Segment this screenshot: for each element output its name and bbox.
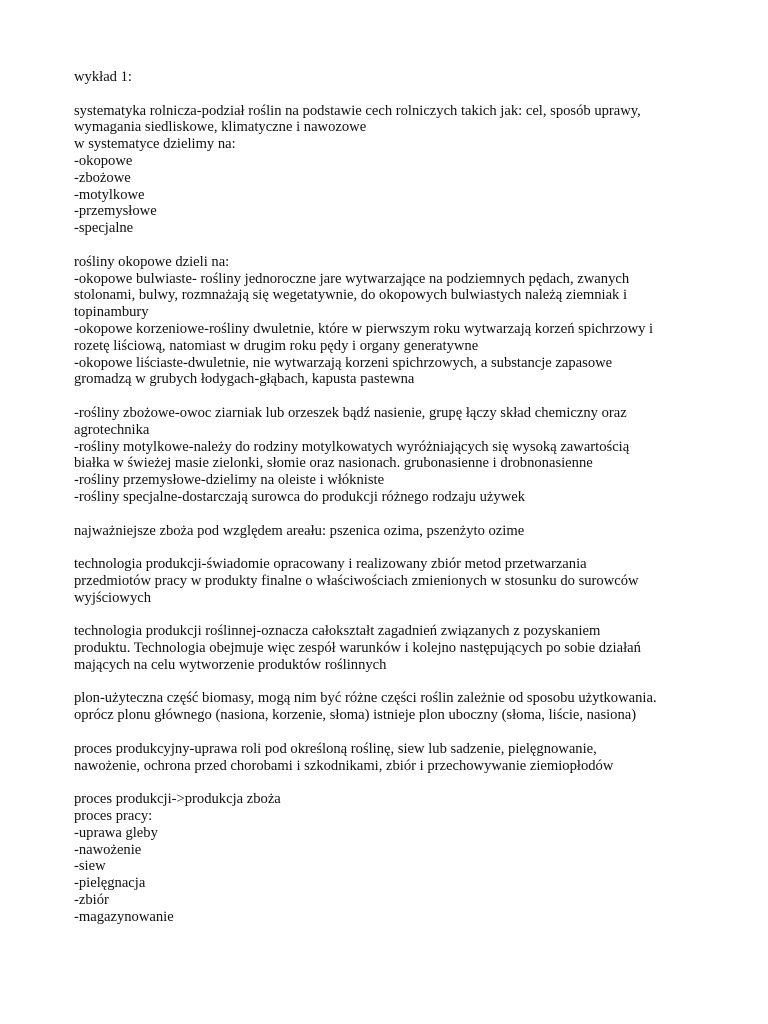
text-line: technologia produkcji-świadomie opracowany i realizowany zbiór metod przetwarzania xyxy=(74,556,587,573)
text-line: produktu. Technologia obejmuje więc zespół warunków i kolejno następujących po sobie działań xyxy=(74,640,641,657)
text-line: -siew xyxy=(74,858,106,875)
text-line: proces produkcji->produkcja zboża xyxy=(74,791,281,808)
text-line: -rośliny motylkowe-należy do rodziny motylkowatych wyróżniających się wysoką zawartością xyxy=(74,438,630,455)
text-line: wykład 1: xyxy=(74,69,132,85)
paragraph xyxy=(74,69,714,86)
text-line: białka w świeżej masie zielonki, słomie oraz nasionach. grubonasienne i drobnonasienne xyxy=(74,455,593,472)
text-line: wymagania siedliskowe, klimatyczne i nawozowe xyxy=(74,119,367,136)
text-line: mających na celu wytworzenie produktów roślinnych xyxy=(74,656,387,673)
text-line: gromadzą w grubych łodygach-głąbach, kapusta pastewna xyxy=(74,371,415,388)
text-line: -zbożowe xyxy=(74,169,131,186)
text-line: oprócz plonu głównego (nasiona, korzenie, słoma) istnieje plon uboczny (słoma, liście, nasiona) xyxy=(74,707,637,724)
text-line: systematyka rolnicza-podział roślin na podstawie cech rolniczych takich jak: cel, sposób uprawy, xyxy=(74,102,641,119)
text-line: -uprawa gleby xyxy=(74,824,158,841)
text-line: rozetę liściową, natomiast w drugim roku pędy i organy generatywne xyxy=(74,337,479,354)
text-line: plon-użyteczna część biomasy, mogą nim być różne części roślin zależnie od sposobu użytkowania. xyxy=(74,690,657,707)
text-line: -przemysłowe xyxy=(74,203,157,220)
text-line: -okopowe korzeniowe-rośliny dwuletnie, które w pierwszym roku wytwarzają korzeń spichrzowy i xyxy=(74,320,654,337)
text-line: wyjściowych xyxy=(74,589,152,606)
paragraph xyxy=(74,405,714,506)
paragraph xyxy=(74,690,714,724)
text-line: przedmiotów pracy w produkty finalne o właściwościach zmienionych w stosunku do surowców xyxy=(74,572,639,589)
paragraph xyxy=(74,254,714,388)
paragraph xyxy=(74,791,714,925)
text-line: topinambury xyxy=(74,304,149,321)
text-line: stolonami, bulwy, rozmnażają się wegetatywnie, do okopowych bulwiastych należą ziemniak i xyxy=(74,287,628,304)
text-line: nawożenie, ochrona przed chorobami i szkodnikami, zbiór i przechowywanie ziemiopłodów xyxy=(74,757,614,774)
text-line: w systematyce dzielimy na: xyxy=(74,136,236,153)
text-line: proces pracy: xyxy=(74,808,153,825)
text-line: -okopowe xyxy=(74,152,133,169)
text-line: agrotechnika xyxy=(74,421,150,438)
text-line: -pielęgnacja xyxy=(74,875,146,892)
text-line: -magazynowanie xyxy=(74,908,174,925)
text-line: -nawożenie xyxy=(74,841,142,858)
text-line: -specjalne xyxy=(74,220,134,237)
document-body xyxy=(74,69,714,942)
text-line: -zbiór xyxy=(74,892,109,909)
text-line: -motylkowe xyxy=(74,186,145,203)
text-line: -okopowe bulwiaste- rośliny jednoroczne jare wytwarzające na podziemnych pędach, zwanych xyxy=(74,270,630,287)
text-line: proces produkcyjny-uprawa roli pod określoną roślinę, siew lub sadzenie, pielęgnowanie, xyxy=(74,740,597,757)
text-line: -rośliny specjalne-dostarczają surowca do produkcji różnego rodzaju używek xyxy=(74,488,526,505)
paragraph xyxy=(74,741,714,775)
text-line: najważniejsze zboża pod względem areału: pszenica ozima, pszenżyto ozime xyxy=(74,522,525,539)
paragraph xyxy=(74,623,714,673)
text-line: -rośliny zbożowe-owoc ziarniak lub orzeszek bądź nasienie, grupę łączy skład chemiczny oraz xyxy=(74,404,627,421)
text-line: rośliny okopowe dzieli na: xyxy=(74,253,230,270)
paragraph xyxy=(74,523,714,540)
paragraph xyxy=(74,556,714,606)
text-line: technologia produkcji roślinnej-oznacza całokształt zagadnień związanych z pozyskaniem xyxy=(74,623,601,640)
text-line: -rośliny przemysłowe-dzielimy na oleiste i włókniste xyxy=(74,472,385,489)
paragraph xyxy=(74,103,714,237)
text-line: -okopowe liściaste-dwuletnie, nie wytwarzają korzeni spichrzowych, a substancje zapasowe xyxy=(74,354,613,371)
